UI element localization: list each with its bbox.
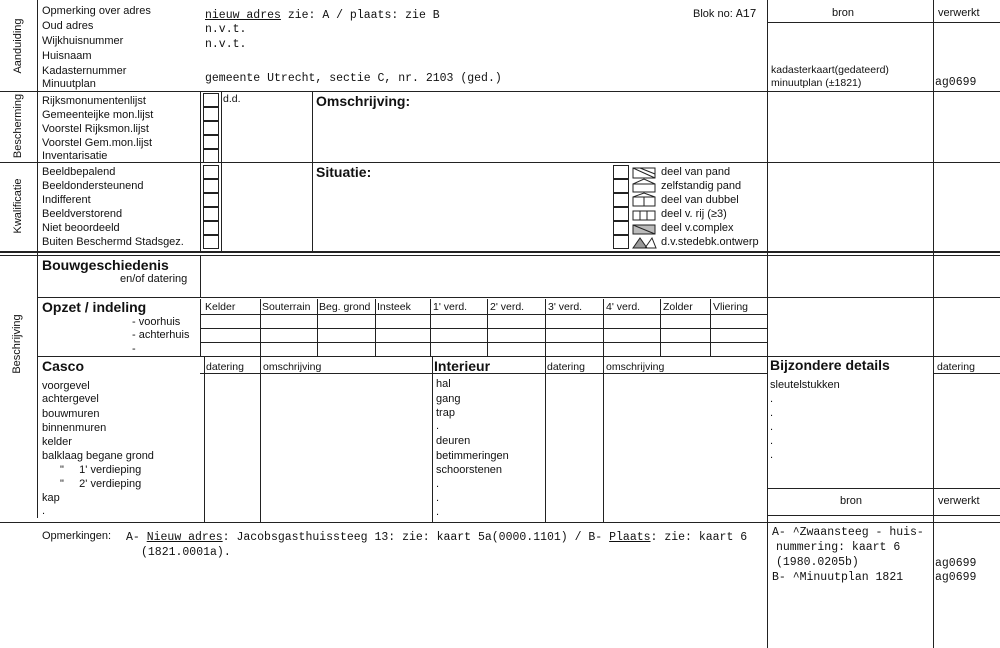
col-4-verd: 4' verd. — [606, 301, 641, 313]
checkbox-beeldbepalend[interactable] — [203, 165, 219, 179]
col-2-verd: 2' verd. — [490, 301, 525, 313]
bron-line: (1980.0205b) — [776, 556, 859, 569]
opzet-voorhuis: - voorhuis — [132, 316, 181, 328]
casco-item: kelder — [42, 436, 72, 448]
checkbox-gemeentelijke[interactable] — [203, 107, 219, 121]
wijkhuisnummer-value: n.v.t. — [205, 38, 247, 51]
label-minuutplan: Minuutplan — [42, 78, 96, 90]
building-pictograms-icon — [630, 164, 658, 250]
bijzondere-item: sleutelstukken — [770, 379, 840, 391]
option-deel-v-rij: deel v. rij (≥3) — [661, 208, 727, 220]
label-niet-beoordeeld: Niet beoordeeld — [42, 222, 120, 234]
checkbox-deel-van-dubbel[interactable] — [613, 193, 629, 207]
verwerkt-header-top: verwerkt — [938, 7, 980, 19]
dd-label: d.d. — [223, 93, 241, 105]
label-buiten-beschermd: Buiten Beschermd Stadsgez. — [42, 236, 184, 248]
label-rijksmonumentenlijst: Rijksmonumentenlijst — [42, 95, 146, 107]
bijzondere-datering-header: datering — [937, 361, 975, 373]
col-1-verd: 1' verd. — [433, 301, 468, 313]
kwalificatie-section-label: Kwalificatie — [12, 178, 24, 234]
checkbox-deel-v-complex[interactable] — [613, 221, 629, 235]
checkbox-voorstel-rijksmon[interactable] — [203, 121, 219, 135]
label-indifferent: Indifferent — [42, 194, 91, 206]
bron-minuutplan: minuutplan (±1821) — [771, 77, 862, 89]
blok-number — [693, 8, 757, 21]
opmerking-a-link: Nieuw adres — [146, 531, 223, 544]
casco-item: " 1' verdieping — [60, 464, 142, 476]
casco-datering-header: datering — [206, 361, 244, 373]
label-beeldverstorend: Beeldverstorend — [42, 208, 123, 220]
verwerkt-line: ag0699 — [935, 557, 977, 570]
label-beeldondersteunend: Beeldondersteunend — [42, 180, 144, 192]
col-insteek: Insteek — [377, 301, 411, 313]
situatie-label: Situatie: — [316, 164, 372, 180]
label-kadasternummer: Kadasternummer — [42, 65, 127, 77]
col-kelder: Kelder — [205, 301, 236, 313]
interieur-item: betimmeringen — [436, 450, 509, 462]
col-zolder: Zolder — [663, 301, 693, 313]
col-vliering: Vliering — [713, 301, 749, 313]
label-beeldbepalend: Beeldbepalend — [42, 166, 116, 178]
bescherming-section-label: Bescherming — [12, 93, 24, 159]
interieur-item: . — [436, 478, 440, 490]
verwerkt-header-bottom: verwerkt — [938, 495, 980, 507]
bron-line: A- ^Zwaansteeg - huis- — [772, 526, 924, 539]
bijzondere-item: . — [770, 393, 774, 405]
col-3-verd: 3' verd. — [548, 301, 583, 313]
checkbox-niet-beoordeeld[interactable] — [203, 221, 219, 235]
interieur-item: . — [436, 420, 440, 432]
casco-omschrijving-header: omschrijving — [263, 361, 322, 373]
label-huisnaam: Huisnaam — [42, 50, 92, 62]
label-wijkhuisnummer: Wijkhuisnummer — [42, 35, 124, 47]
casco-item: " 2' verdieping — [60, 478, 142, 490]
opmerkingen-label: Opmerkingen: — [42, 530, 112, 542]
aanduiding-section-label: Aanduiding — [12, 18, 24, 74]
opmerking-a-text: : Jacobsgasthuissteeg 13: zie: kaart 5a(0000.1101) / B- — [222, 531, 610, 544]
omschrijving-label: Omschrijving: — [316, 93, 411, 109]
checkbox-deel-v-rij[interactable] — [613, 207, 629, 221]
opzet-empty: - — [132, 343, 136, 355]
casco-item: bouwmuren — [42, 408, 100, 420]
casco-item: balklaag begane grond — [42, 450, 154, 462]
bron-header-bottom: bron — [840, 495, 863, 507]
interieur-item: . — [436, 492, 440, 504]
bron-line: B- ^Minuutplan 1821 — [772, 571, 904, 584]
casco-item: achtergevel — [42, 393, 99, 405]
bron-line: nummering: kaart 6 — [776, 541, 901, 554]
bijzondere-item: . — [770, 407, 774, 419]
bron-kadasterkaart: kadasterkaart(gedateerd) — [771, 64, 889, 76]
opmerkingen-line-2: (1821.0001a). — [141, 546, 231, 559]
adres-prefix: nieuw adres — [205, 9, 281, 22]
interieur-omschrijving-header: omschrijving — [606, 361, 665, 373]
oud-adres-value: n.v.t. — [205, 23, 247, 36]
bouwgeschiedenis-title: Bouwgeschiedenis — [42, 257, 169, 273]
checkbox-inventarisatie[interactable] — [203, 149, 219, 163]
interieur-item: schoorstenen — [436, 464, 503, 476]
opmerking-b-link: Plaats — [609, 531, 651, 544]
option-deel-v-complex: deel v.complex — [661, 222, 734, 234]
label-voorstel-rijksmon: Voorstel Rijksmon.lijst — [42, 123, 149, 135]
bouwgeschiedenis-sub: en/of datering — [120, 273, 188, 285]
col-souterrain: Souterrain — [262, 301, 311, 313]
casco-item: binnenmuren — [42, 422, 107, 434]
casco-title: Casco — [42, 358, 85, 374]
label-gemeentelijke-monlijst: Gemeenteijke mon.lijst — [42, 109, 154, 121]
verwerkt-value-top: ag0699 — [935, 76, 977, 89]
blok-value: A17 — [735, 8, 757, 21]
option-dv-stedebk-ontwerp: d.v.stedebk.ontwerp — [661, 236, 759, 248]
opmerkingen-line-1 — [126, 531, 747, 544]
interieur-item: . — [436, 506, 440, 518]
bijzondere-item: . — [770, 435, 774, 447]
option-deel-van-dubbel: deel van dubbel — [661, 194, 739, 206]
beschrijving-section-label: Beschrijving — [11, 314, 23, 374]
minuutplan-value: gemeente Utrecht, sectie C, nr. 2103 (ged.) — [205, 72, 502, 85]
checkbox-beeldondersteunend[interactable] — [203, 179, 219, 193]
interieur-item: hal — [436, 378, 451, 390]
opzet-title: Opzet / indeling — [42, 299, 147, 315]
interieur-title: Interieur — [434, 358, 491, 374]
checkbox-dv-stedebk[interactable] — [613, 235, 629, 249]
col-beg-grond: Beg. grond — [319, 301, 371, 313]
checkbox-voorstel-gemmon[interactable] — [203, 135, 219, 149]
verwerkt-line: ag0699 — [935, 571, 977, 584]
interieur-item: deuren — [436, 435, 471, 447]
casco-item: . — [42, 505, 46, 517]
casco-item: kap — [42, 492, 60, 504]
checkbox-deel-van-pand[interactable] — [613, 165, 629, 179]
bijzondere-item: . — [770, 421, 774, 433]
interieur-datering-header: datering — [547, 361, 585, 373]
option-zelfstandig-pand: zelfstandig pand — [661, 180, 742, 192]
adres-value — [205, 9, 440, 22]
option-deel-van-pand: deel van pand — [661, 166, 731, 178]
opmerking-b-text: : zie: kaart 6 — [650, 531, 748, 544]
adres-rest: zie: A / plaats: zie B — [280, 9, 440, 22]
bijzondere-item: . — [770, 449, 774, 461]
label-opmerking-adres: Opmerking over adres — [42, 5, 151, 17]
checkbox-beeldverstorend[interactable] — [203, 207, 219, 221]
interieur-item: trap — [436, 407, 455, 419]
opzet-achterhuis: - achterhuis — [132, 329, 190, 341]
checkbox-zelfstandig-pand[interactable] — [613, 179, 629, 193]
bijzondere-title: Bijzondere details — [770, 357, 890, 373]
checkbox-rijksmonumentenlijst[interactable] — [203, 93, 219, 107]
checkbox-buiten-beschermd[interactable] — [203, 235, 219, 249]
label-inventarisatie: Inventarisatie — [42, 150, 108, 162]
label-voorstel-gemmon: Voorstel Gem.mon.lijst — [42, 137, 153, 149]
interieur-item: gang — [436, 393, 461, 405]
casco-item: voorgevel — [42, 380, 90, 392]
blok-label: Blok no: — [693, 8, 733, 20]
label-oud-adres: Oud adres — [42, 20, 94, 32]
bron-header-top: bron — [832, 7, 855, 19]
checkbox-indifferent[interactable] — [203, 193, 219, 207]
opmerking-a-prefix: A- — [126, 531, 147, 544]
